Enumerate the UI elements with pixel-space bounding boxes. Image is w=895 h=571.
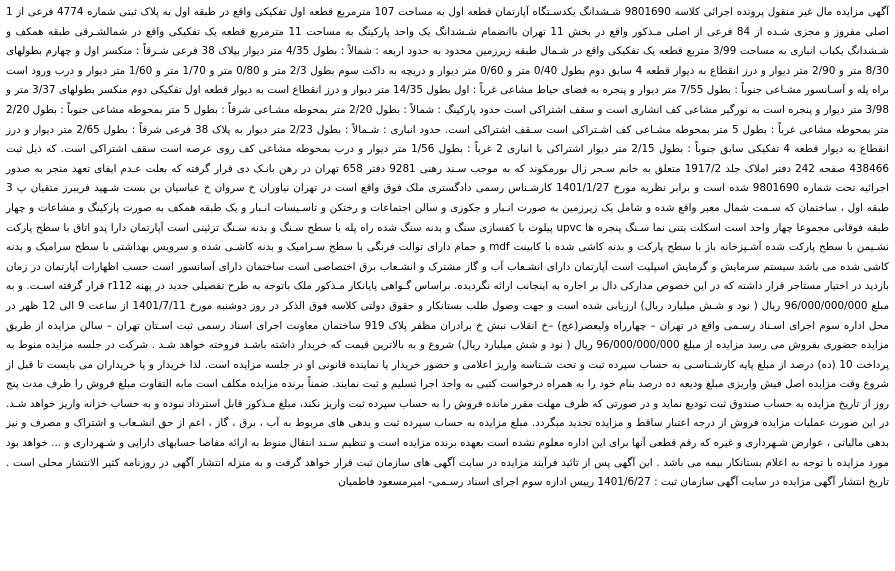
auction-notice-text: آگهی مزایده مال غیر منقول پرونده اجرائی کلاسه 9801690 شـشدانگ یکدسـتگاه آپارتمان قطعه اول به مساحت 107 مترمربع قطعه اول تفکیکی واقع در طبقه اول به پلاک ثبتی شماره 4774 فرعی از 1 اصلی مفروز و مجزی شـده از 84 فرعی از اصلی مـذکور واقع در بخش 11 تهران باانضمام شـشدانگ یک واحد پارکینگ به مساحت 11 مترمربع قطعه یک تفکیکی واقع در شمالشـرقی طبقه همکف و شـشدانگ یکباب انباری به مساحت 3/99 متربع قطعه یک تفکیکی واقع در شـمال طبقه زیرزمین محدود به حدود اربعه : شمالاً : بطول 4/35 متر دیوار بپلاک 38 فرعی شـرقاً : منکسر اول و چهارم بطولهای 8/30 متر و 2/90 متر دیوار و درز انقطاع به دیوار قطعه 4 سابق دوم بطول 0/40 متر و 0/60 متر دیوار و دریچه به داکت سوم بطول 2/3 متر و 0/80 متر و 1/70 متر و 1/60 متر دیوار و درب ورود است براه پله و آسـانسور مشـاعی جنوباً : بطول 7/55 متر دیوار و پنجره به فضای حیاط مشاعی غرباً : اول بطول 14/35 متر دیوار و درز انقطاع است به دیوار قطعه اول تفکیکی دوم منکسر بطولهای 3/37 متر و 3/98 متر دیوار و پنجره است به نورگیر مشاعی کف انشاری است و سقف اشتراکی است حدود پارکینگ : شمالاً : بطول 2/20 متر بمحوطه مشـاعی شرقاً : بطول 5 متر بمحوطه مشاعی جنوباً : بطول 2/20 متر بمحوطه مشاعی غرباً : بطول 5 متر بمحوطه مشـاعی کف اشـتراکی است سـقف اشتراکی است. حدود انباری : شـمالاً : بطول 2/23 متر دیوار به پلاک 38 فرعی شرقاً : بطول 2/65 متر دیوار و درز انقطاع به دیوار قطعه 4 تفکیکی سابق جنوباً : بطول 2/15 متر دیوار اشتراکی با انباری 2 غرباً : بطول 1/56 متر دیوار و درب بمحوطه مشاعی کف روی عرصه است سقف اشتراکی است. که ذیل ثبت 438466 صفحه 242 دفتر املاک جلد 1917/2 متعلق به خانم سـحر زال بورمکوند که به موجب سـند رهنی 9281 دفتر 658 تهران در رهن بانـک دی قرار گرفته که بعلت عـدم ایفای تعهد منجر به صدور اجرائیه تحت شماره 9801690 شده است و برابر نظریه مورخ 1401/1/27 کارشـناس رسمی دادگستری ملک فوق واقع است در تهران نیاوران خ سروان خ عباسیان بن بست شـهید فریبرز متقیان پ 3 طبقه اول ، ساختمان که سـمت شمال معبر واقع شده و شامل یک زیرزمین به صورت انـبار و جکوزی و سالن اجتماعات و رختکن و تاسـیسات انـبار و یک طبقه همکف به صورت پارکینگ و مشاعات و چهار طبقه فوقانی مجموعا چهار واحد است اسکلت بتنی نما سـنگ پنجره ها upvc پیلوت با کفسازی سنگ و بدنه سنگ شده راه پله با سطح سـنگ و بدنه سـنگ تزئینی است آپارتمان دارا پدو اتاق با سطح پارکت نشـیمن با سطح پارکت شده آشـپزخانه باز با سطح پارکت و بدنه کاشی شده با کابینت mdf و حمام دارای توالت فرنگی با سطح سـرامیک و بدنه کاشـی شده و سرویس بهداشتی با سطح سرامیک و بدنه کاشی شده می باشد سیستم سرمایش و گرمایش اسپلیت است آپارتمان دارای انشـعاب آب و گاز مشترک و انشـعاب برق اختصاصی است ساختمان دارای آسانسور است حسب اظهارات آپارتمان در زمان بازدید در اختیار مستاجر قرار داشته که در این خصوص مدارکی دال بر اجاره به اینجانب ارائه نگردیده. براساس گـواهی پایانکار مـذکور ملک باتوجه به طرح تفصیلی جدید در پهنه r112 قرار گرفته اسـت. و به مبلغ 96/000/000/000 ریال ( نود و شـش میلیارد ریال) ارزیابی شده است و جهت وصول طلب بستانکار و حقوق دولتی کلاسه فوق الذکر در روز دوشنبه مورخ 1401/7/11 از ساعت 9 الی 12 ظهر در محل اداره سوم اجرای اسـناد رسـمی واقع در تهران – چهارراه ولیعصر(عج) –خ انقلاب نبش خ برادران مظفر پلاک 919 ساختمان معاونت اجرای اسناد رسمی ثبت اسـتان تهران – سالن مزایده از طریق مزایده حضوری بفروش می رسد مزایده از مبلغ 96/000/000/000 ریال ( نود و شش میلیارد ریال) شروع و به بالاترین قیمت که خریدار داشته باشـد فروخته خواهد شـد . شرکت در جلسه مزایده منوط به پرداخت 10 (ده) درصد از مبلغ پایه کارشـناسـی به حساب سپرده ثبت و تحت شـناسه واریز اعلامی و حضور خریدار یا نماینده قانونی او در جلسه مزایده است. لذا خریدار و یا خریداران می بایست تا قبل از شروع وقت مزایده اصل فیش واریزی مبلغ ودیعه ده درصد بنام خود را به همراه درخواست کتبی به واحد اجرا تسلیم و ثبت نمایند. ضمناً برنده مزایده مکلف است مابه التفاوت مبلغ فروش را ظرف مدت پنج روز از تاریخ مزایده به حساب صندوق ثبت تودیع نماید و در صورتی که ظرف مهلت مقرر مانده فروش را به حساب سپرده ثبت واریز نکند، مبلغ مـذکور قابل استرداد نبوده و به حساب خزانه واریز خواهد شـد. در این صورت عملیات مزایده فروش از درجه اعتبار ساقط و مزایده تجدید میگردد. مبلغ مزایده به حساب سپرده ثبت و بدهی های مربوط به آب ، برق ، گاز ، اعم از حق انشـعاب و اشتراک و مصرف و نیز بدهی مالیاتی ، عوارض شـهرداری و غیره که رقم قطعی آنها برای این اداره معلوم نشده است بعهده برنده مزایده است و تنظیم سـند انتقال منوط به ارائه مفاصا حسابهای دارایی و شـهرداری و ... خواهد بود مورد مزایده با توجه به اعلام بستانکار بیمه می باشد . این آگهی پس از تائید فرآیند مزایده در سایت آگهی های سازمان ثبت قرار خواهد گرفت و به منزله انتشار آگهی در روزنامه کثیر الانتشار محلی است . تاریخ انتشار آگهی مزایده در سایت آگهی سازمان ثبت : 1401/6/27 رییس اداره سوم اجرای اسناد رسـمی- امیرمسعود فاطمیان bbox=[6, 6, 890, 489]
